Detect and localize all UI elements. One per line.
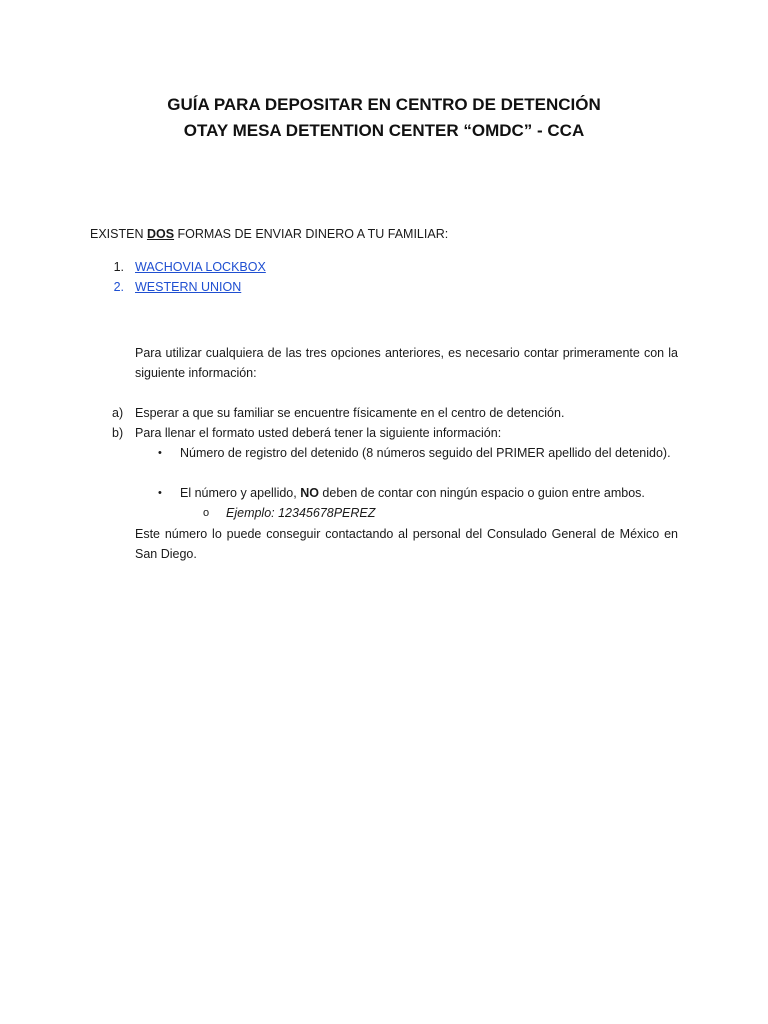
step-text-a: Esperar a que su familiar se encuentre físicamente en el centro de detención. [135, 406, 565, 420]
bullet-no-spaces [180, 483, 645, 503]
bullet-no-spaces-post: deben de contar con ningún espacio o guion entre ambos. [318, 486, 645, 500]
document-title-line-2: OTAY MESA DETENTION CENTER “OMDC” - CCA [183, 121, 585, 140]
requirements-paragraph: Para utilizar cualquiera de las tres opciones anteriores, es necesario contar primeramente con la siguiente información: [135, 346, 678, 380]
intro-line [90, 224, 448, 244]
step-text-b: Para llenar el formato usted deberá tener la siguiente información: [135, 426, 502, 440]
option-number-1: 1. [113, 260, 124, 274]
step-marker-a: a) [112, 406, 124, 420]
step-marker-b: b) [112, 426, 124, 440]
wachovia-lockbox-link[interactable]: WACHOVIA LOCKBOX [135, 260, 266, 274]
circle-bullet-icon: o [203, 507, 210, 519]
intro-post: FORMAS DE ENVIAR DINERO A TU FAMILIAR: [174, 227, 449, 241]
bullet-icon: • [158, 487, 162, 499]
closing-paragraph: Este número lo puede conseguir contactando al personal del Consulado General de México en San Diego. [135, 527, 678, 561]
bullet-no-spaces-pre: El número y apellido, [180, 486, 301, 500]
intro-pre: EXISTEN [90, 227, 147, 241]
bullet-registration-number: Número de registro del detenido (8 números seguido del PRIMER apellido del detenido). [180, 446, 671, 460]
western-union-link[interactable]: WESTERN UNION [135, 280, 242, 294]
example-text: Ejemplo: 12345678PEREZ [226, 506, 376, 520]
bullet-icon: • [158, 447, 162, 459]
option-number-2: 2. [113, 280, 124, 294]
bullet-no-spaces-emphasis: NO [300, 486, 319, 500]
document-title-line-1: GUÍA PARA DEPOSITAR EN CENTRO DE DETENCIÓN [167, 95, 601, 114]
intro-emphasis: DOS [146, 227, 175, 241]
